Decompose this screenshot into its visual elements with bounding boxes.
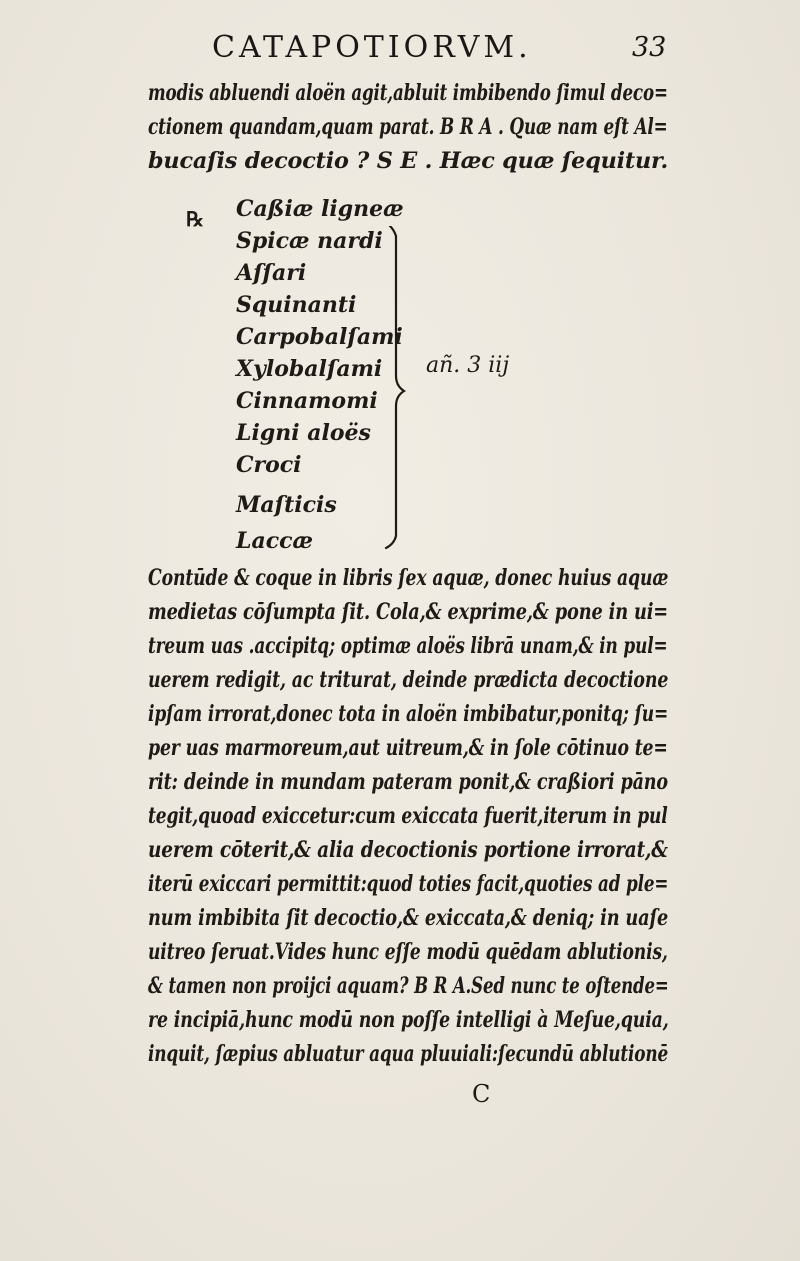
text-line: bucaſis decoctio ? S E . Hæc quæ ſequitur. xyxy=(148,148,669,174)
running-head: CATAPOTIORVM. xyxy=(212,30,532,65)
text-line: re incipiā,hunc modū non poſſe intelligi à Meſue,quia, xyxy=(148,1007,669,1033)
text-line: uerem cōterit,& alia decoctionis portione irrorat,& xyxy=(148,837,668,863)
ingredient-item: Caßiæ ligneæ xyxy=(236,196,404,222)
ingredient-item: Cinnamomi xyxy=(236,388,378,414)
text-line: rit: deinde in mundam pateram ponit,& craßiori pāno xyxy=(148,769,668,795)
text-line: inquit, ſæpius abluatur aqua pluuiali:ſecundū ablutionē xyxy=(148,1041,669,1067)
page-header xyxy=(0,30,800,70)
text-line: uitreo ſeruat.Vides hunc eſſe modū quēdam ablutionis, xyxy=(148,939,668,965)
ingredient-item: Croci xyxy=(236,452,302,478)
ingredient-item: Squinanti xyxy=(236,292,357,318)
ingredient-item: Ligni aloës xyxy=(236,420,371,446)
ingredient-item: Aſſari xyxy=(236,260,307,286)
ingredient-item: Laccæ xyxy=(236,528,314,554)
signature-mark: C xyxy=(472,1080,491,1108)
ingredient-item: Spicæ nardi xyxy=(236,228,383,254)
text-line: tegit,quoad exiccetur:cum exiccata fuerit,iterum in pul xyxy=(148,803,668,829)
ingredient-item: Carpobalſami xyxy=(236,324,403,350)
text-line: iterū exiccari permittit:quod toties facit,quoties ad ple= xyxy=(148,871,669,897)
recipe-sign: ℞ xyxy=(186,207,204,231)
ingredient-item: Xylobalſami xyxy=(236,356,383,382)
text-line: medietas cōſumpta ſit. Cola,& exprime,& pone in ui= xyxy=(148,599,669,625)
brace-icon xyxy=(380,226,420,556)
page-number: 33 xyxy=(632,32,667,63)
dosage-label: añ. 3 iij xyxy=(426,353,510,378)
text-line: ipſam irrorat,donec tota in aloën imbibatur,ponitq; ſu= xyxy=(148,701,669,727)
text-line: Contūde & coque in libris ſex aquæ, donec huius aquæ xyxy=(148,565,669,591)
ingredient-item: Maſticis xyxy=(236,492,337,518)
text-line: treum uas .accipitq; optimæ aloës librā unam,& in pul= xyxy=(148,633,668,659)
text-line: uerem redigit, ac triturat, deinde prædicta decoctione xyxy=(148,667,669,693)
text-line: & tamen non proijci aquam? B R A.Sed nunc te oſtende= xyxy=(148,973,669,999)
text-line: ctionem quandam,quam parat. B R A . Quæ nam eſt Al= xyxy=(148,114,668,140)
text-line: modis abluendi aloën agit,abluit imbibendo ſimul deco= xyxy=(148,80,668,106)
text-line: num imbibita ſit decoctio,& exiccata,& deniq; in uaſe xyxy=(148,905,669,931)
text-line: per uas marmoreum,aut uitreum,& in ſole cōtinuo te= xyxy=(148,735,668,761)
